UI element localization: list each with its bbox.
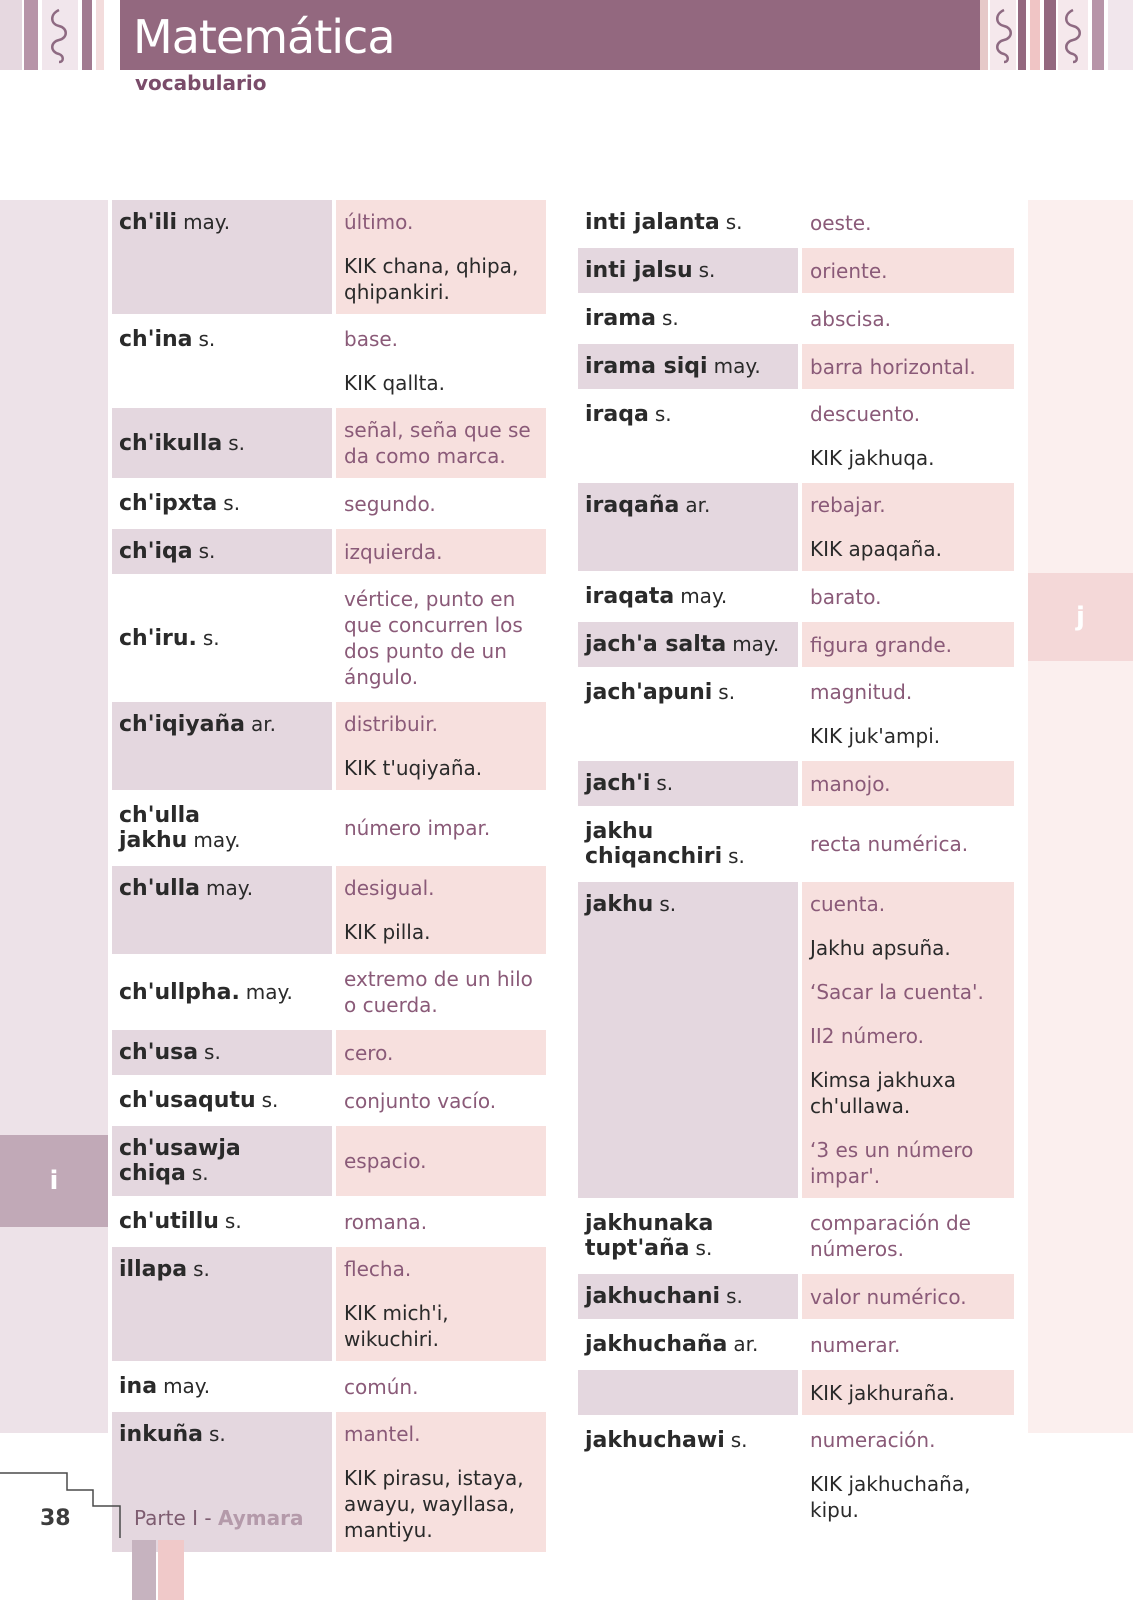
entry-term: ch'ikulla <box>119 430 223 456</box>
entry-term: ch'utillu <box>119 1209 219 1234</box>
entry-synonym: Kimsa jakhuxa ch'ullawa. <box>810 1068 957 1118</box>
entry-synonym: KIK juk'ampi. <box>810 724 941 748</box>
entry-part-of-speech: s. <box>204 1040 221 1064</box>
glossary-entry <box>578 809 1014 879</box>
entry-definition: comparación de números. <box>810 1211 971 1261</box>
glossary-entry <box>578 1322 1014 1367</box>
entry-part-of-speech: s. <box>202 625 220 650</box>
glossary-entry <box>578 200 1014 245</box>
glossary-entry <box>112 529 546 574</box>
entry-definition: mantel. <box>344 1422 421 1446</box>
entry-term-cell <box>578 296 798 341</box>
footer-part-label <box>134 1506 303 1530</box>
entry-definition: oeste. <box>810 210 872 235</box>
letter-tab-i: i <box>0 1135 108 1227</box>
entry-part-of-speech: s. <box>224 1209 242 1233</box>
glossary-entry <box>112 866 546 954</box>
entry-term: ch'iqa <box>119 539 193 564</box>
glossary-entry <box>578 392 1014 480</box>
entry-term: ch'ulla jakhu <box>119 803 201 853</box>
entry-definitions <box>336 408 546 478</box>
entry-definitions <box>336 577 546 699</box>
entry-definition: figura grande. <box>810 632 953 657</box>
entry-term-cell <box>578 1322 798 1367</box>
entry-part-of-speech: s. <box>228 430 245 455</box>
entry-definitions <box>336 957 546 1027</box>
entry-part-of-speech: may. <box>245 979 293 1004</box>
entry-part-of-speech: s. <box>659 892 677 916</box>
entry-definition: barra horizontal. <box>810 354 976 379</box>
footer-bar <box>132 1540 156 1600</box>
glossary-entry <box>578 1370 1014 1415</box>
entry-term-cell <box>112 408 332 478</box>
entry-term-cell <box>578 483 798 571</box>
glossary-entry <box>112 1364 546 1409</box>
glossary-entry <box>578 1274 1014 1319</box>
entry-part-of-speech: s. <box>726 1284 743 1308</box>
entry-definitions <box>336 793 546 863</box>
entry-term-cell <box>112 866 332 954</box>
entry-term-cell <box>112 1030 332 1075</box>
entry-part-of-speech: s. <box>198 539 216 563</box>
entry-synonym: KIK jakhuqa. <box>810 446 935 470</box>
entry-term: ch'usaqutu <box>119 1088 256 1113</box>
entry-term-cell <box>578 200 798 245</box>
entry-term-cell <box>578 761 798 806</box>
glossary-entry <box>578 344 1014 389</box>
entry-term: jach'a salta <box>585 632 727 657</box>
entry-term-cell <box>112 1412 332 1552</box>
entry-definitions <box>336 702 546 790</box>
entry-definitions <box>336 1364 546 1409</box>
entry-definition: romana. <box>344 1209 428 1234</box>
entry-definitions <box>336 866 546 954</box>
entry-synonym: KIK qallta. <box>344 371 446 395</box>
glossary-entry <box>112 702 546 790</box>
entry-term: ch'ili <box>119 210 178 235</box>
entry-definitions <box>336 529 546 574</box>
entry-term-cell <box>112 577 332 699</box>
entry-part-of-speech: ar. <box>250 712 276 736</box>
entry-term: jakhuchawi <box>585 1428 725 1453</box>
entry-definition: desigual. <box>344 876 435 900</box>
entry-term-cell <box>578 1418 798 1532</box>
entry-part-of-speech: ar. <box>733 1332 759 1356</box>
entry-term: ch'ina <box>119 327 193 352</box>
entry-part-of-speech: may. <box>163 1374 211 1398</box>
entry-definition: barato. <box>810 584 882 609</box>
entry-term-cell <box>112 1364 332 1409</box>
entry-definitions <box>802 574 1014 619</box>
entry-term: ch'usawja chiqa <box>119 1136 241 1186</box>
entry-term: ch'ulla <box>119 876 201 901</box>
entry-part-of-speech: may. <box>680 584 728 608</box>
glossary-entry <box>112 793 546 863</box>
entry-term-cell <box>578 344 798 389</box>
entry-term-cell <box>112 1247 332 1361</box>
entry-definition: base. <box>344 327 399 351</box>
entry-part-of-speech: s. <box>654 402 672 426</box>
glossary-entry <box>578 296 1014 341</box>
entry-part-of-speech: s. <box>191 1161 209 1185</box>
entry-term: illapa <box>119 1257 188 1282</box>
glossary-entry <box>578 882 1014 1198</box>
glossary-entry <box>112 1412 546 1552</box>
entry-definitions <box>802 761 1014 806</box>
glossary-entry <box>112 1030 546 1075</box>
entry-definitions <box>336 317 546 405</box>
entry-part-of-speech: s. <box>698 258 716 282</box>
entry-definition: II2 número. <box>810 1024 925 1048</box>
entry-definitions <box>336 1247 546 1361</box>
entry-term-cell <box>578 882 798 1198</box>
entry-definitions <box>802 344 1014 389</box>
glossary-entry <box>578 1201 1014 1271</box>
entry-part-of-speech: may. <box>732 632 780 656</box>
entry-part-of-speech: s. <box>193 1257 210 1281</box>
left-margin-panel <box>0 200 108 1433</box>
entry-synonym: KIK mich'i, wikuchiri. <box>344 1301 449 1351</box>
entry-synonym: KIK pilla. <box>344 920 431 944</box>
entry-definition: abscisa. <box>810 306 891 331</box>
entry-definition: ‘Sacar la cuenta'. <box>810 980 984 1004</box>
entry-term-cell <box>112 793 332 863</box>
entry-term-cell <box>578 1274 798 1319</box>
glossary-entry <box>578 622 1014 667</box>
entry-definitions <box>336 481 546 526</box>
entry-term: jach'apuni <box>585 680 713 705</box>
entry-part-of-speech: may. <box>206 876 254 900</box>
entry-term: ch'iru. <box>119 625 197 651</box>
entry-synonym: KIK chana, qhipa, qhipankiri. <box>344 254 519 304</box>
entry-term: jakhuchaña <box>585 1332 728 1357</box>
entry-term: jakhuchani <box>585 1284 721 1309</box>
entry-definition: extremo de un hilo o cuerda. <box>344 967 533 1017</box>
entry-definition: magnitud. <box>810 680 913 704</box>
entry-definition: rebajar. <box>810 493 886 517</box>
swirl-ornament-icon <box>993 6 1015 64</box>
entry-term: inti jalanta <box>585 210 720 235</box>
page-subtitle: vocabulario <box>135 71 267 95</box>
entry-term-cell <box>578 670 798 758</box>
entry-part-of-speech: s. <box>656 771 674 795</box>
entry-term-cell <box>578 574 798 619</box>
glossary-column-right <box>578 200 1014 1535</box>
entry-definition: recta numérica. <box>810 832 969 856</box>
entry-term-cell <box>112 200 332 314</box>
entry-definition: segundo. <box>344 491 436 516</box>
entry-term-cell <box>578 809 798 879</box>
entry-definitions <box>336 1126 546 1196</box>
entry-definition: cero. <box>344 1040 394 1065</box>
swirl-ornament-icon <box>1062 6 1084 64</box>
entry-definitions <box>802 809 1014 879</box>
glossary-entry <box>578 1418 1014 1532</box>
entry-term: irama <box>585 306 657 331</box>
entry-definition: ‘3 es un número impar'. <box>810 1138 974 1188</box>
entry-term-cell <box>578 1370 798 1415</box>
glossary-entry <box>112 1199 546 1244</box>
glossary-entry <box>578 248 1014 293</box>
entry-part-of-speech: ar. <box>685 493 711 517</box>
glossary-entry <box>112 957 546 1027</box>
entry-term: jakhunaka tupt'aña <box>585 1211 714 1261</box>
glossary-entry <box>112 317 546 405</box>
entry-definition: manojo. <box>810 771 891 796</box>
glossary-entry <box>112 481 546 526</box>
entry-term: jach'i <box>585 771 651 796</box>
entry-part-of-speech: s. <box>730 1428 748 1452</box>
entry-definitions <box>802 1274 1014 1319</box>
entry-term-cell <box>578 622 798 667</box>
entry-part-of-speech: s. <box>695 1236 713 1260</box>
entry-term-cell <box>112 1199 332 1244</box>
entry-definition: número impar. <box>344 816 491 840</box>
entry-definitions <box>802 248 1014 293</box>
entry-term-cell <box>112 957 332 1027</box>
entry-synonym: KIK apaqaña. <box>810 537 942 561</box>
entry-definitions <box>802 1418 1014 1532</box>
entry-term: iraqaña <box>585 493 680 518</box>
entry-synonym: Jakhu apsuña. <box>810 936 951 960</box>
entry-definition: valor numérico. <box>810 1284 967 1309</box>
entry-definitions <box>802 882 1014 1198</box>
entry-part-of-speech: s. <box>223 491 241 515</box>
footer-part: Parte I - <box>134 1506 218 1530</box>
glossary-entry <box>112 1078 546 1123</box>
swirl-ornament-icon <box>48 6 70 64</box>
entry-definition: izquierda. <box>344 539 443 564</box>
entry-definitions <box>802 670 1014 758</box>
entry-term-cell <box>578 392 798 480</box>
entry-synonym: KIK jakhuraña. <box>810 1380 955 1405</box>
entry-part-of-speech: may. <box>713 354 761 378</box>
entry-term: inkuña <box>119 1422 204 1447</box>
entry-definition: oriente. <box>810 258 888 283</box>
entry-definition: vértice, punto en que concurren los dos punto de un ángulo. <box>344 587 523 689</box>
entry-synonym: KIK pirasu, istaya, awayu, wayllasa, mantiyu. <box>344 1466 524 1542</box>
entry-definition: cuenta. <box>810 892 886 916</box>
glossary-entry <box>112 1247 546 1361</box>
entry-term-cell <box>578 1201 798 1271</box>
entry-part-of-speech: s. <box>718 680 736 704</box>
entry-definition: numerar. <box>810 1332 901 1357</box>
glossary-entry <box>112 200 546 314</box>
entry-definitions <box>802 392 1014 480</box>
entry-term: ch'iqiyaña <box>119 712 245 737</box>
entry-definitions <box>802 200 1014 245</box>
glossary-entry <box>578 761 1014 806</box>
page-title: Matemática <box>133 10 395 64</box>
entry-term-cell <box>112 1126 332 1196</box>
entry-definitions <box>336 1412 546 1552</box>
entry-part-of-speech: s. <box>198 327 216 351</box>
entry-part-of-speech: s. <box>728 844 745 868</box>
footer-bar <box>158 1540 184 1600</box>
entry-term: ch'usa <box>119 1040 199 1065</box>
entry-term-cell <box>578 248 798 293</box>
glossary-entry <box>578 670 1014 758</box>
entry-part-of-speech: s. <box>725 210 743 234</box>
entry-term: ch'ipxta <box>119 491 218 516</box>
page-number: 38 <box>40 1506 71 1531</box>
entry-synonym: KIK jakhuchaña, kipu. <box>810 1472 971 1522</box>
entry-definition: numeración. <box>810 1428 936 1452</box>
glossary-entry <box>578 483 1014 571</box>
right-margin-panel <box>1028 200 1133 1433</box>
entry-term-cell <box>112 1078 332 1123</box>
entry-definitions <box>802 1370 1014 1415</box>
entry-term: jakhu chiqanchiri <box>585 819 723 869</box>
entry-term-cell <box>112 317 332 405</box>
letter-tab-j: j <box>1028 573 1133 661</box>
entry-term: irama siqi <box>585 354 708 379</box>
entry-definition: espacio. <box>344 1149 427 1173</box>
entry-part-of-speech: may. <box>193 828 241 852</box>
entry-part-of-speech: may. <box>183 210 231 234</box>
entry-part-of-speech: s. <box>209 1422 226 1446</box>
entry-definitions <box>802 622 1014 667</box>
entry-definitions <box>802 296 1014 341</box>
entry-term-cell <box>112 529 332 574</box>
entry-definition: común. <box>344 1374 419 1399</box>
entry-term: iraqata <box>585 584 675 609</box>
entry-term: ch'ullpha. <box>119 979 240 1005</box>
entry-definitions <box>802 483 1014 571</box>
entry-definitions <box>336 1199 546 1244</box>
glossary-entry <box>578 574 1014 619</box>
glossary-column-left <box>112 200 546 1555</box>
footer-language: Aymara <box>217 1506 304 1530</box>
entry-term: inti jalsu <box>585 258 693 283</box>
entry-term-cell <box>112 702 332 790</box>
entry-definitions <box>336 200 546 314</box>
entry-definitions <box>802 1201 1014 1271</box>
entry-part-of-speech: s. <box>261 1088 279 1112</box>
entry-definition: conjunto vacío. <box>344 1088 497 1113</box>
glossary-entry <box>112 577 546 699</box>
entry-synonym: KIK t'uqiyaña. <box>344 756 483 780</box>
entry-definition: último. <box>344 210 414 234</box>
entry-definition: descuento. <box>810 402 921 426</box>
entry-definition: distribuir. <box>344 712 438 736</box>
entry-term: jakhu <box>585 892 654 917</box>
entry-term: iraqa <box>585 402 649 427</box>
entry-definition: señal, seña que se da como marca. <box>344 418 531 468</box>
entry-term-cell <box>112 481 332 526</box>
entry-term: ina <box>119 1374 158 1399</box>
entry-definitions <box>802 1322 1014 1367</box>
entry-definitions <box>336 1078 546 1123</box>
glossary-entry <box>112 408 546 478</box>
glossary-entry <box>112 1126 546 1196</box>
entry-definitions <box>336 1030 546 1075</box>
entry-definition: flecha. <box>344 1257 412 1281</box>
entry-part-of-speech: s. <box>662 306 679 330</box>
